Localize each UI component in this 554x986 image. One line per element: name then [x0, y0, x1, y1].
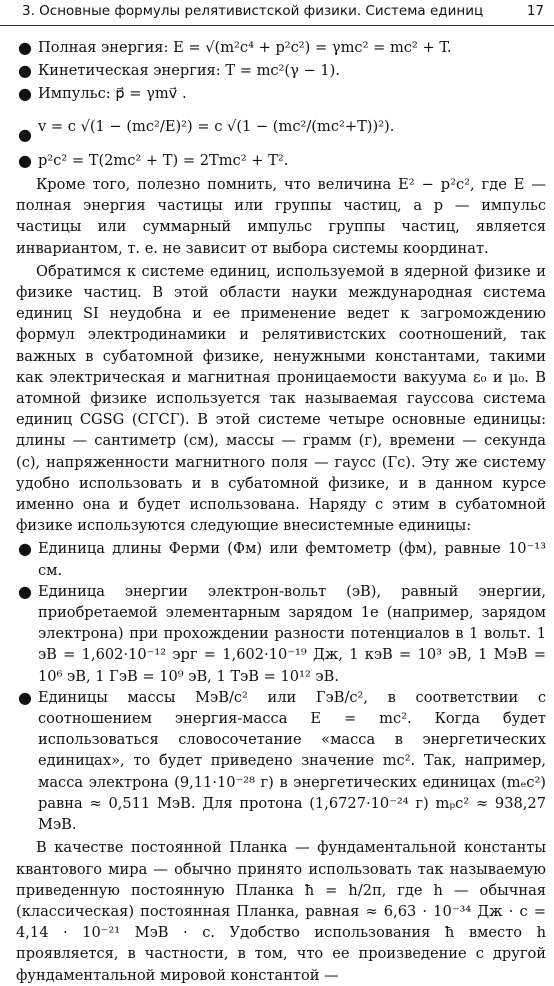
bullet-icon: ● [18, 84, 32, 103]
units-list [16, 538, 546, 835]
running-header [0, 0, 554, 26]
page-content [16, 36, 546, 986]
formula-velocity: ● v = c √(1 − (mc²/E)²) = c √(1 − (mc²/(mc²+T))²). [16, 105, 546, 149]
formula-kinetic-energy: ● Кинетическая энергия: T = mc²(γ − 1). [18, 61, 340, 80]
bullet-icon: ● [18, 61, 32, 80]
bullet-icon: ● [18, 125, 32, 144]
paragraph-invariant: Кроме того, полезно помнить, что величина E² − p²c², где E — полная энергия частицы или группы частиц, а p — импульс частицы или суммарный импульс группы частиц, является инвариантом, т. е. не зависит от выбора системы координат. [16, 176, 546, 257]
paragraph-planck-constant: В качестве постоянной Планка — фундаментальной константы квантового мира — обычно принято использовать так называемую приведенную постоянную Планка ħ = h/2π, где h — обычная (классическая) постоянная Планка, равная ≈ 6,63 · 10⁻³⁴ Дж · с = 4,14 · 10⁻²¹ МэВ · с. Удобство использования ħ вместо h проявляется, в частности, в том, что ее произведение с другой фундаментальной мировой константой — [16, 839, 546, 984]
bullet-icon: ● [18, 38, 32, 57]
bullet-icon: ● [18, 687, 32, 707]
formula-momentum: ● Импульс: p⃗ = γmv⃗ . [18, 84, 187, 103]
paragraph-unit-system: Обратимся к системе единиц, используемой в ядерной физике и физике частиц. В этой области науки международная система единиц SI неудобна и ее применение ведет к загромождению формул электродинамики и релятивистских соотношений, так важных в субатомной физике, ненужными константами, такими как электрическая и магнитная проницаемости вакуума ε₀ и μ₀. В атомной физике используется так называемая гауссова система единиц CGSG (СГСГ). В этой системе четыре основные единицы: длины — сантиметр (см), массы — грамм (г), времени — секунда (с), напряженности магнитного поля — гаусс (Гс). Эту же систему удобно использовать и в субатомной физике, и в данном курсе именно она и будет использована. Наряду с этим в субатомной физике используются следующие внесистемные единицы: [16, 262, 546, 535]
formula-list [16, 36, 546, 172]
list-item: ● Единицы массы МэВ/c² или ГэВ/c², в соответствии с соотношением энергия-масса E = mc². Когда будет использоваться словосочетание «масса в энергетических единицах», то будет приведено значение mc². Так, например, масса электрона (9,11·10⁻²⁸ г) в энергетических единицах (mₑc²) равна ≈ 0,511 МэВ. Для протона (1,6727·10⁻²⁴ г) mₚc² ≈ 938,27 МэВ. [18, 687, 546, 834]
list-item: ● Единица длины Ферми (Фм) или фемтометр (фм), равные 10⁻¹³ см. [18, 539, 546, 579]
chapter-title: 3. Основные формулы релятивистской физики. Система единиц [22, 3, 484, 19]
bullet-icon: ● [18, 151, 32, 170]
page-number: 17 [526, 3, 544, 19]
bullet-icon: ● [18, 581, 32, 601]
formula-total-energy: ● Полная энергия: E = √(m²c⁴ + p²c²) = γmc² = mc² + T. [18, 38, 452, 57]
list-item: ● Единица энергии электрон-вольт (эВ), равный энергии, приобретаемой элементарным зарядом 1e (например, зарядом электрона) при прохождении разности потенциалов в 1 вольт. 1 эВ = 1,602·10⁻¹² эрг = 1,602·10⁻¹⁹ Дж, 1 кэВ = 10³ эВ, 1 МэВ = 10⁶ эВ, 1 ГэВ = 10⁹ эВ, 1 ТэВ = 10¹² эВ. [18, 581, 546, 685]
formula-momentum-energy: ● p²c² = T(2mc² + T) = 2Tmc² + T². [18, 151, 289, 170]
bullet-icon: ● [18, 539, 32, 559]
